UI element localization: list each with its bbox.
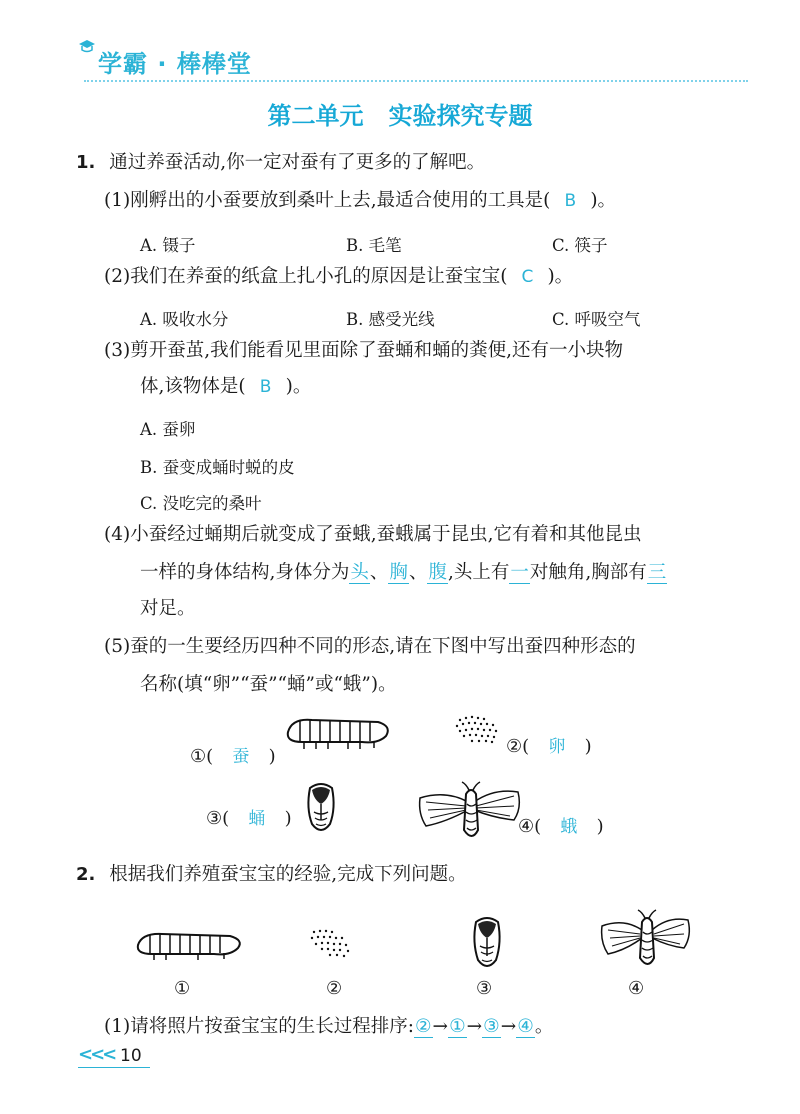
seq-end: 。 bbox=[534, 1016, 554, 1037]
q1-sub3-line1: (3)剪开蚕茧,我们能看见里面除了蚕蛹和蛹的粪便,还有一小块物 bbox=[104, 340, 623, 361]
stage-3-num: ③ bbox=[206, 808, 223, 829]
q1-sub1-text: (1)刚孵出的小蚕要放到桑叶上去,最适合使用的工具是( bbox=[104, 190, 551, 211]
stage-4-answer: 蛾 bbox=[560, 817, 578, 837]
q1-sub1-option-b: B. 毛笔 bbox=[346, 236, 402, 255]
q2-stem-text: 根据我们养殖蚕宝宝的经验,完成下列问题。 bbox=[109, 864, 467, 885]
graduation-cap-icon bbox=[78, 38, 96, 56]
q1-sub2 bbox=[104, 268, 573, 287]
seq-arrow-2: → bbox=[466, 1016, 483, 1037]
footer-underline bbox=[78, 1067, 150, 1068]
stage-3: ③( 蛹 ) bbox=[206, 804, 292, 829]
fill-chest: 胸 bbox=[389, 562, 408, 583]
stage-1-num: ① bbox=[190, 746, 207, 767]
seq-3: ③ bbox=[483, 1016, 500, 1037]
footer-arrows: <<< bbox=[78, 1044, 115, 1065]
q1-sub3-line2 bbox=[140, 378, 311, 397]
q1-sub5-line1: (5)蚕的一生要经历四种不同的形态,请在下图中写出蚕四种形态的 bbox=[104, 636, 636, 657]
q1-sub4-line2 bbox=[140, 564, 667, 583]
q1-sub3-option-b: B. 蚕变成蛹时蜕的皮 bbox=[140, 458, 295, 477]
q2-label-3: ③ bbox=[476, 978, 493, 999]
q2-sub1-text: (1)请将照片按蚕宝宝的生长过程排序: bbox=[104, 1016, 414, 1037]
q1-sub3-option-c: C. 没吃完的桑叶 bbox=[140, 494, 262, 513]
eggs-icon bbox=[308, 926, 354, 960]
q1-sub3-text: 体,该物体是( bbox=[140, 376, 246, 397]
q1-sub2-text: (2)我们在养蚕的纸盒上扎小孔的原因是让蚕宝宝( bbox=[104, 266, 508, 287]
q1-sub4-text-a: 一样的身体结构,身体分为 bbox=[140, 562, 350, 583]
q2-label-1: ① bbox=[174, 978, 191, 999]
header-divider bbox=[84, 80, 748, 82]
stage-2: ②( 卵 ) bbox=[506, 732, 592, 757]
unit-title: 第二单元 实验探究专题 bbox=[267, 102, 533, 130]
q1-sub4-line3: 对足。 bbox=[140, 598, 196, 619]
q1-sub4-text-b: ,头上有 bbox=[447, 562, 510, 583]
q1-sub1-close: )。 bbox=[590, 190, 617, 211]
caterpillar-icon bbox=[282, 712, 394, 752]
q2-sub1 bbox=[104, 1018, 553, 1037]
stage-1: ①( 蚕 ) bbox=[190, 742, 276, 767]
stage-4-num: ④ bbox=[518, 816, 535, 837]
q1-sub3-close: )。 bbox=[285, 376, 312, 397]
stage-2-num: ② bbox=[506, 736, 523, 757]
caterpillar-icon bbox=[134, 928, 246, 962]
page-number: 10 bbox=[120, 1046, 142, 1066]
seq-arrow-1: → bbox=[432, 1016, 449, 1037]
q1-sub3-answer: B bbox=[259, 377, 272, 397]
q1-sub1 bbox=[104, 192, 616, 211]
fill-belly: 腹 bbox=[428, 562, 447, 583]
brand-logo bbox=[84, 44, 252, 79]
q1-sub2-close: )。 bbox=[547, 266, 574, 287]
pupa-icon bbox=[304, 780, 338, 836]
stage-2-answer: 卵 bbox=[548, 737, 566, 757]
moth-icon bbox=[600, 908, 694, 970]
q1-sub2-option-a: A. 吸收水分 bbox=[140, 310, 229, 329]
q1-sub1-answer: B bbox=[564, 191, 577, 211]
seq-2: ① bbox=[449, 1016, 466, 1037]
seq-arrow-3: → bbox=[500, 1016, 517, 1037]
moth-icon bbox=[416, 780, 526, 844]
q2-label-2: ② bbox=[326, 978, 343, 999]
stage-4: ④( 蛾 ) bbox=[518, 812, 604, 837]
stage-1-answer: 蚕 bbox=[232, 747, 250, 767]
fill-antenna: 一 bbox=[510, 562, 529, 583]
q1-number: 1. bbox=[76, 152, 96, 173]
q1-sub4-text-c: 对触角,胸部有 bbox=[529, 562, 647, 583]
q1-sub1-option-c: C. 筷子 bbox=[552, 236, 608, 255]
q2-label-4: ④ bbox=[628, 978, 645, 999]
q1-sub5-line2: 名称(填“卵”“蚕”“蛹”或“蛾”)。 bbox=[140, 674, 397, 695]
seq-4: ④ bbox=[517, 1016, 534, 1037]
seq-1: ② bbox=[414, 1016, 432, 1037]
fill-head: 头 bbox=[350, 562, 369, 583]
pupa-icon bbox=[470, 914, 504, 972]
q1-sub2-option-b: B. 感受光线 bbox=[346, 310, 435, 329]
stage-3-answer: 蛹 bbox=[248, 809, 266, 829]
sep-2: 、 bbox=[408, 562, 428, 583]
q1-stem bbox=[76, 154, 485, 173]
eggs-icon bbox=[452, 712, 502, 746]
sep-1: 、 bbox=[369, 562, 389, 583]
q2-number: 2. bbox=[76, 864, 96, 885]
q1-sub3-option-a: A. 蚕卵 bbox=[140, 420, 196, 439]
q1-sub4-line1: (4)小蚕经过蛹期后就变成了蚕蛾,蚕蛾属于昆虫,它有着和其他昆虫 bbox=[104, 524, 642, 545]
q1-stem-text: 通过养蚕活动,你一定对蚕有了更多的了解吧。 bbox=[109, 152, 486, 173]
q2-stem bbox=[76, 866, 467, 885]
q1-sub2-answer: C bbox=[521, 267, 534, 287]
q1-sub2-option-c: C. 呼吸空气 bbox=[552, 310, 641, 329]
q1-sub1-option-a: A. 镊子 bbox=[140, 236, 196, 255]
brand-text: 学霸 · 棒棒堂 bbox=[98, 50, 252, 78]
fill-legs: 三 bbox=[647, 562, 667, 583]
